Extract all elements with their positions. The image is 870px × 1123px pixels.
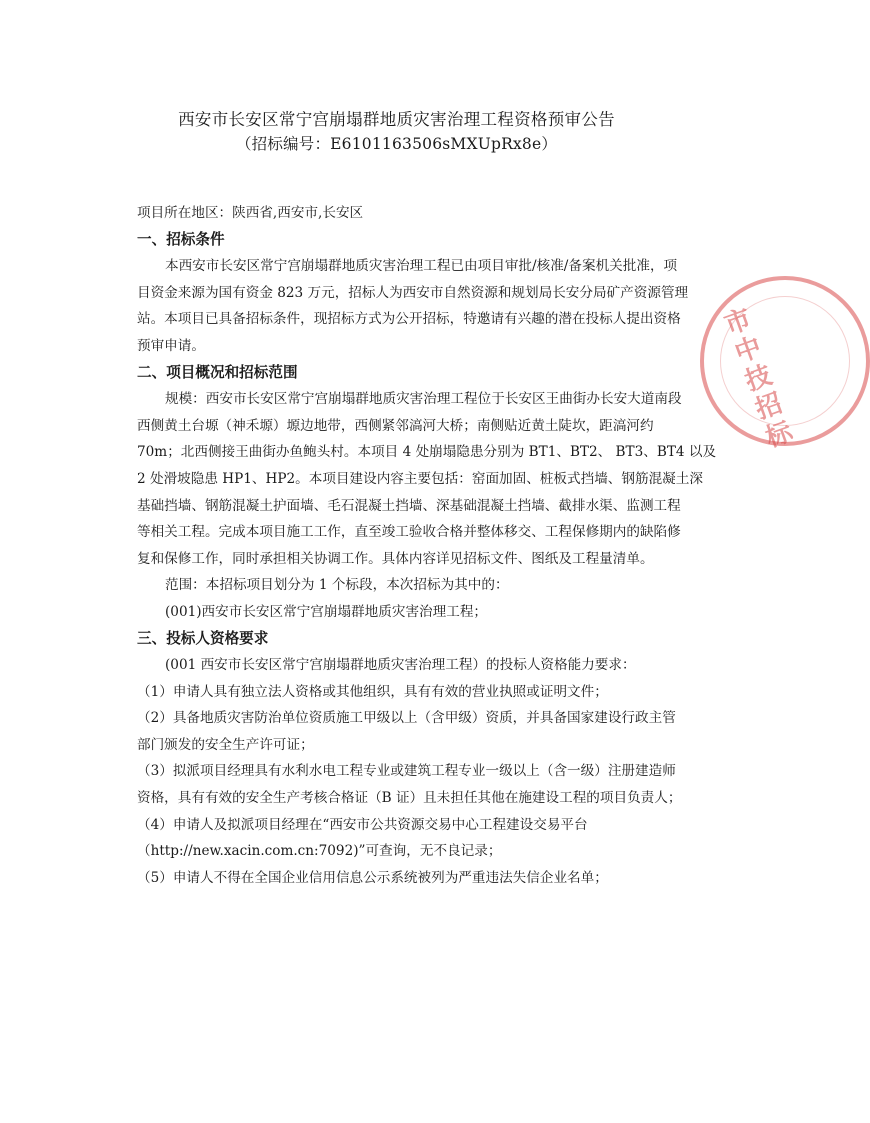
red-seal-text: 市中技招标: [720, 303, 797, 454]
qualification-item: 资格，具有有效的安全生产考核合格证（B 证）且未担任其他在施建设工程的项目负责人；: [137, 790, 682, 807]
qualification-item: （5）申请人不得在全国企业信用信息公示系统被列为严重违法失信企业名单；: [137, 869, 608, 886]
section-heading-tender-conditions: 一、招标条件: [137, 230, 225, 248]
scope-item: (001)西安市长安区常宁宫崩塌群地质灾害治理工程；: [165, 603, 488, 620]
qualification-item: 部门颁发的安全生产许可证；: [137, 736, 314, 753]
qualification-item: （1）申请人具有独立法人资格或其他组织，具有有效的营业执照或证明文件；: [137, 683, 608, 700]
paragraph-line: 2 处滑坡隐患 HP1、HP2。本项目建设内容主要包括：窑面加固、桩板式挡墙、钢筋混凝土深: [137, 470, 703, 487]
qualification-intro: (001 西安市长安区常宁宫崩塌群地质灾害治理工程）的投标人资格能力要求：: [165, 657, 636, 674]
paragraph-line: 西侧黄土台塬（神禾塬）塬边地带，西侧紧邻滈河大桥；南侧贴近黄土陡坎，距滈河约: [137, 417, 654, 434]
document-body: [137, 200, 717, 891]
paragraph-line: 70m；北西侧接王曲街办鱼鲍头村。本项目 4 处崩塌隐患分别为 BT1、BT2、 BT3、BT4 以及: [137, 444, 717, 461]
paragraph-line: 基础挡墙、钢筋混凝土护面墙、毛石混凝土挡墙、深基础混凝土挡墙、截排水渠、监测工程: [137, 497, 681, 514]
qualification-item: （2）具备地质灾害防治单位资质施工甲级以上（含甲级）资质，并具备国家建设行政主管: [137, 710, 676, 727]
qualification-item: （http://new.xacin.com.cn:7092)”可查询，无不良记录；: [137, 843, 502, 860]
paragraph-line: 复和保修工作，同时承担相关协调工作。具体内容详见招标文件、图纸及工程量清单。: [137, 550, 654, 567]
section-heading-qualifications: 三、投标人资格要求: [137, 629, 269, 647]
paragraph-line: 目资金来源为国有资金 823 万元，招标人为西安市自然资源和规划局长安分局矿产资源管理: [137, 284, 689, 301]
paragraph-line: 本西安市长安区常宁宫崩塌群地质灾害治理工程已由项目审批/核准/备案机关批准，项: [165, 258, 678, 275]
scope-line: 范围：本招标项目划分为 1 个标段，本次招标为其中的：: [165, 577, 509, 594]
paragraph-line: 规模：西安市长安区常宁宫崩塌群地质灾害治理工程位于长安区王曲街办长安大道南段: [165, 391, 682, 408]
section-heading-project-overview: 二、项目概况和招标范围: [137, 363, 298, 381]
qualification-item: （3）拟派项目经理具有水利水电工程专业或建筑工程专业一级以上（含一级）注册建造师: [137, 763, 676, 780]
tender-number: （招标编号：E6101163506sMXUpRx8e）: [235, 135, 558, 153]
qualification-item: （4）申请人及拟派项目经理在“西安市公共资源交易中心工程建设交易平台: [137, 816, 588, 833]
paragraph-line: 预审申请。: [137, 337, 205, 354]
paragraph-line: 等相关工程。完成本项目施工工作，直至竣工验收合格并整体移交、工程保修期内的缺陷修: [137, 524, 681, 541]
paragraph-line: 站。本项目已具备招标条件，现招标方式为公开招标，特邀请有兴趣的潜在投标人提出资格: [137, 311, 681, 328]
project-location: 项目所在地区：陕西省,西安市,长安区: [137, 205, 364, 221]
document-title: 西安市长安区常宁宫崩塌群地质灾害治理工程资格预审公告: [178, 110, 615, 129]
